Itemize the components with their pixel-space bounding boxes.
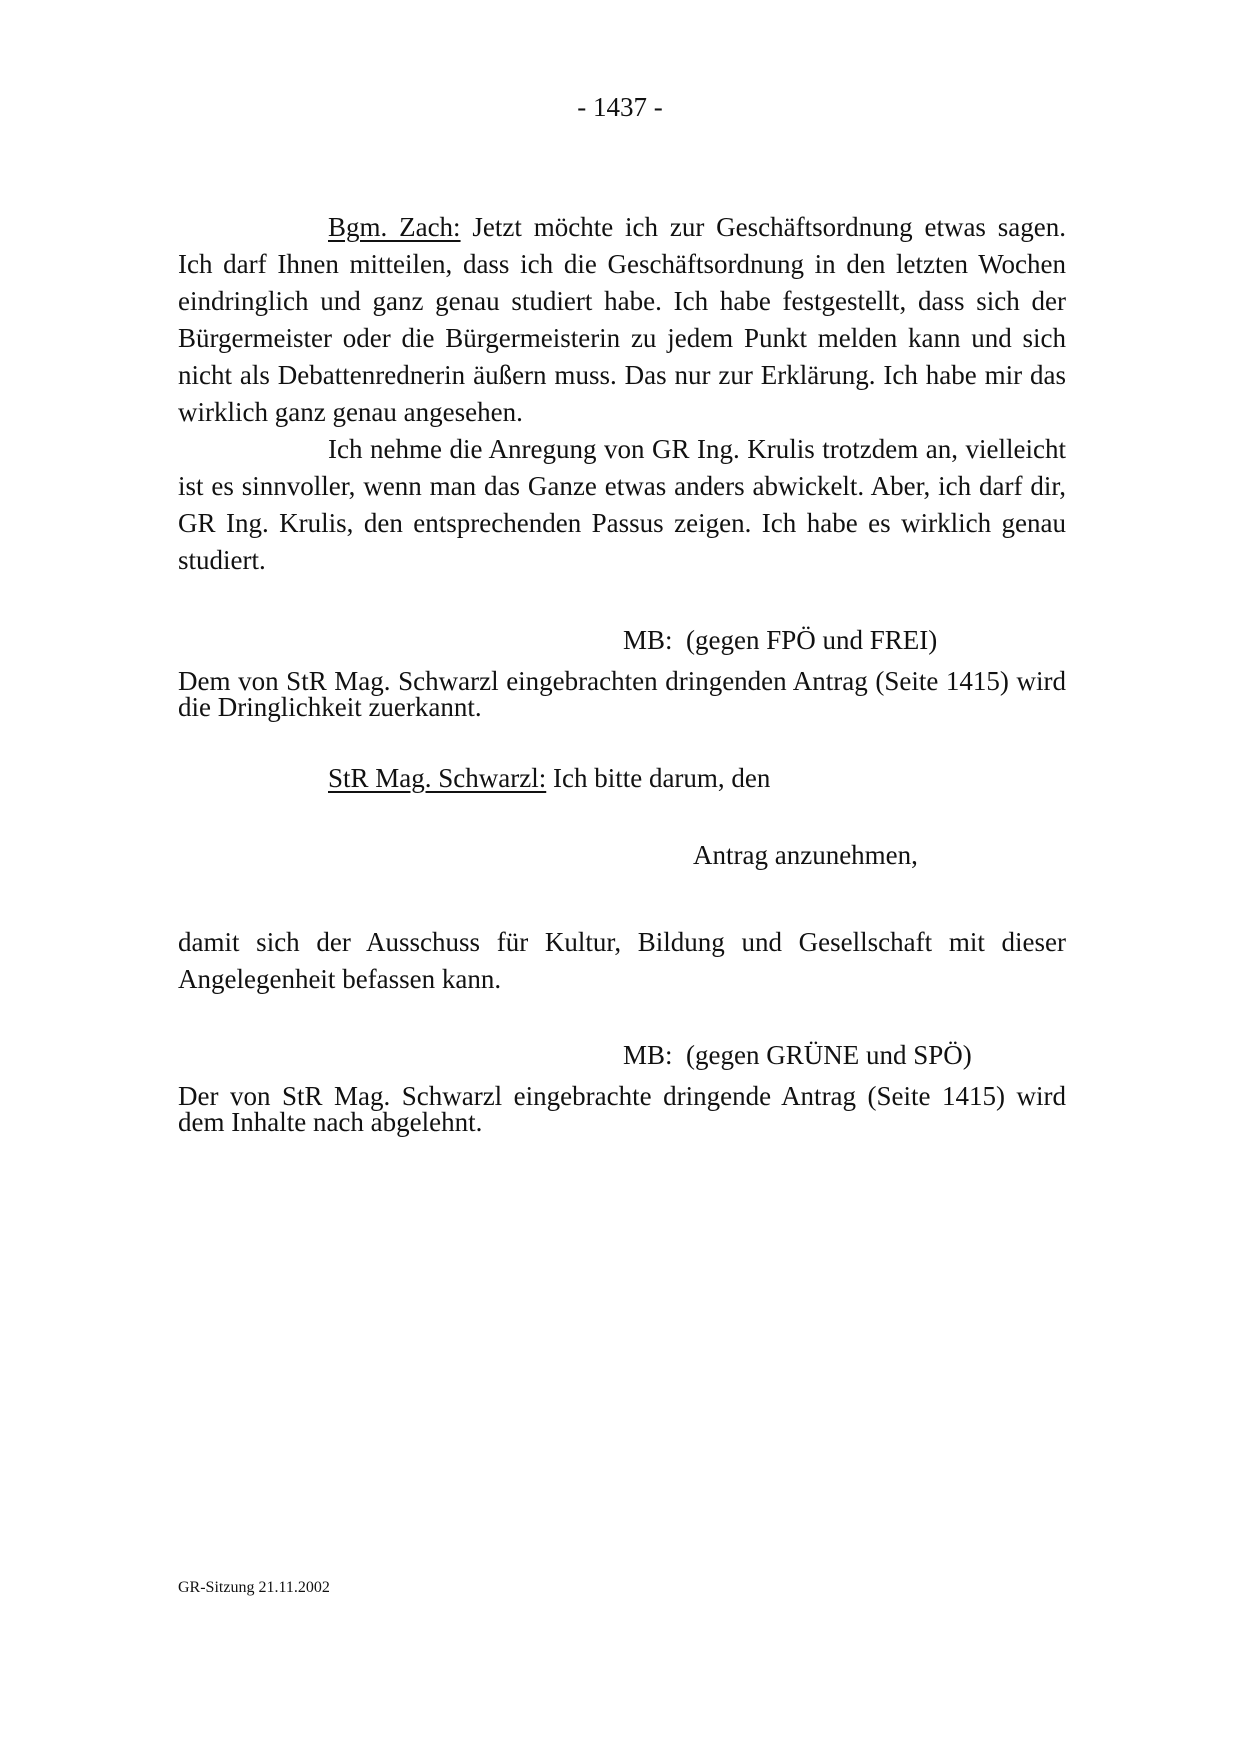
decision-2: Der von StR Mag. Schwarzl eingebrachte dringende Antrag (Seite 1415) wird dem Inhalte nach abgelehnt.: [178, 1081, 1066, 1137]
speech-schwarzl: [178, 760, 1066, 797]
vote-result-2: MB: (gegen GRÜNE und SPÖ): [623, 1040, 972, 1070]
decision-1: Dem von StR Mag. Schwarzl eingebrachten dringenden Antrag (Seite 1415) wird die Dringlichkeit zuerkannt.: [178, 666, 1066, 722]
speech-text: Jetzt möchte ich zur Geschäftsordnung etwas sagen. Ich darf Ihnen mitteilen, dass ich die Geschäftsordnung in den letzten Wochen eindringlich und ganz genau studiert habe. Ich habe festgestellt, dass sich der Bürgermeister oder die Bürgermeisterin zu jedem Punkt melden kann und sich nicht als Debattenrednerin äußern muss. Das nur zur Erklärung. Ich habe mir das wirklich ganz genau angesehen.: [178, 212, 1066, 427]
page-number: - 1437 -: [577, 92, 663, 122]
speech-text: Ich bitte darum, den: [552, 763, 771, 793]
speaker-name: StR Mag. Schwarzl:: [328, 763, 547, 793]
vote-result-1: MB: (gegen FPÖ und FREI): [623, 625, 938, 655]
speech-schwarzl-paragraph: [178, 760, 1066, 797]
speaker-name: Bgm. Zach:: [328, 212, 461, 242]
speech-centered-line: Antrag anzunehmen,: [693, 840, 918, 870]
speech-zach: [178, 209, 1066, 579]
speech-zach-paragraph-1: [178, 209, 1066, 431]
speech-continuation: damit sich der Ausschuss für Kultur, Bildung und Gesellschaft mit dieser Angelegenheit befassen kann.: [178, 927, 1066, 994]
speech-zach-paragraph-2: Ich nehme die Anregung von GR Ing. Krulis trotzdem an, vielleicht ist es sinnvoller, wenn man das Ganze etwas anders abwickelt. Aber, ich darf dir, GR Ing. Krulis, den entsprechenden Passus zeigen. Ich habe es wirklich genau studiert.: [178, 434, 1066, 575]
footer: GR-Sitzung 21.11.2002: [178, 1579, 330, 1596]
